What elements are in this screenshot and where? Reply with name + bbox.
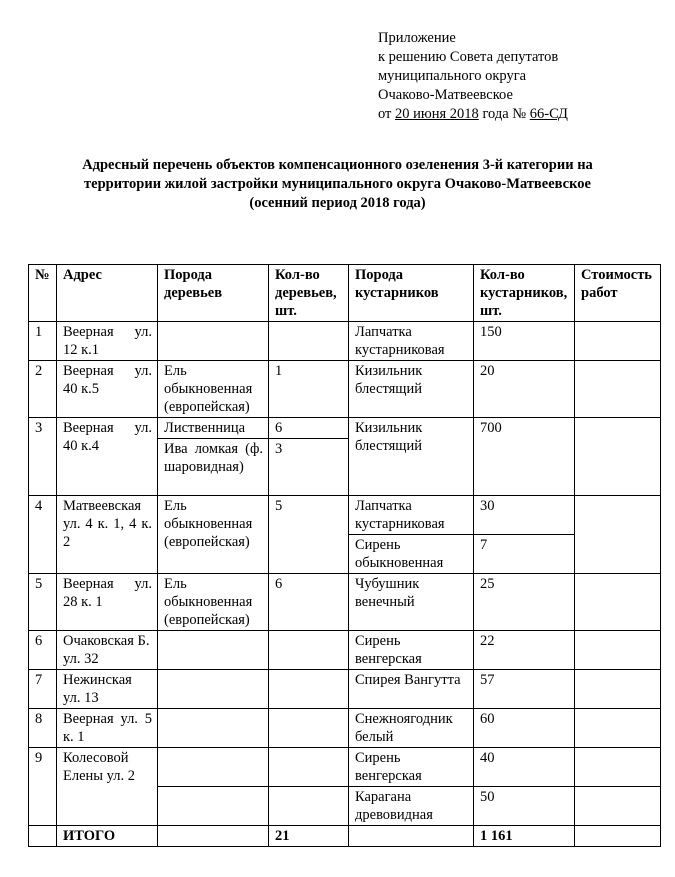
decision-date: 20 июня 2018: [395, 106, 479, 122]
title-line: территории жилой застройки муниципального округа Очаково-Матвеевское: [84, 176, 591, 192]
table-row: [29, 670, 661, 709]
header-tree-count: Кол-во деревьев, шт.: [269, 265, 349, 322]
cell-shrub-species: Кизильник блестящий: [349, 361, 474, 418]
cell-num: 2: [29, 361, 57, 418]
appendix-line: Очаково-Матвеевское: [378, 87, 513, 103]
appendix-date-line: [378, 105, 568, 124]
cell-address: Очаковская Б. ул. 32: [57, 631, 158, 670]
cell-tree-species: Ива ломкая (ф. шаровидная): [158, 439, 269, 496]
cell-tree-species: [158, 322, 269, 361]
appendix-line: муниципального округа: [378, 68, 527, 84]
cell-shrub-species: Карагана древовидная: [349, 787, 474, 826]
cell-tree-species: [158, 709, 269, 748]
cell-tree-count: 3: [269, 439, 349, 496]
total-tree-count: 21: [269, 826, 349, 847]
cell-shrub-count: 30: [474, 496, 575, 535]
document-title: [0, 156, 675, 213]
cell-tree-species: [158, 748, 269, 787]
cell-cost: [575, 709, 661, 748]
header-num: №: [29, 265, 57, 322]
cell-cost: [575, 418, 661, 496]
cell-tree-species: Ель обыкновенная (европейская): [158, 361, 269, 418]
cell-tree-count: 6: [269, 418, 349, 439]
cell-cost: [575, 361, 661, 418]
header-shrub-count: Кол-во кустарников, шт.: [474, 265, 575, 322]
table-row: [29, 574, 661, 631]
cell-shrub-count: 40: [474, 748, 575, 787]
cell-shrub-count: 57: [474, 670, 575, 709]
cell-address: Веерная ул. 5 к. 1: [57, 709, 158, 748]
decision-number: 66-СД: [529, 106, 568, 122]
cell-tree-count: 6: [269, 574, 349, 631]
table-total-row: [29, 826, 661, 847]
cell-tree-species: [158, 631, 269, 670]
total-shrub-species-cell: [349, 826, 474, 847]
cell-address: Веерная ул. 12 к.1: [57, 322, 158, 361]
table-row: [29, 418, 661, 439]
header-cost: Стоимость работ: [575, 265, 661, 322]
title-line: Адресный перечень объектов компенсационного озеленения 3-й категории на: [82, 157, 593, 173]
table-row: [29, 322, 661, 361]
cell-shrub-species: Снежноягодник белый: [349, 709, 474, 748]
appendix-line: к решению Совета депутатов: [378, 49, 559, 65]
planting-table: [28, 264, 661, 847]
cell-shrub-count: 150: [474, 322, 575, 361]
cell-shrub-species: Кизильник блестящий: [349, 418, 474, 496]
table-row: [29, 709, 661, 748]
cell-cost: [575, 496, 661, 574]
cell-shrub-count: 60: [474, 709, 575, 748]
cell-tree-count: [269, 748, 349, 787]
cell-num: 6: [29, 631, 57, 670]
cell-shrub-species: Спирея Вангутта: [349, 670, 474, 709]
cell-shrub-count: 20: [474, 361, 575, 418]
cell-address: Веерная ул. 40 к.4: [57, 418, 158, 496]
cell-num: 8: [29, 709, 57, 748]
header-shrub-species: Порода кустарников: [349, 265, 474, 322]
cell-shrub-species: Сирень венгерская: [349, 631, 474, 670]
cell-cost: [575, 748, 661, 787]
cell-shrub-count: 7: [474, 535, 575, 574]
cell-num: 4: [29, 496, 57, 574]
cell-shrub-species: Чубушник венечный: [349, 574, 474, 631]
cell-shrub-species: Сирень венгерская: [349, 748, 474, 787]
cell-address: Матвеевская ул. 4 к. 1, 4 к. 2: [57, 496, 158, 574]
total-tree-species-cell: [158, 826, 269, 847]
cell-shrub-species: Лапчатка кустарниковая: [349, 496, 474, 535]
cell-cost: [575, 670, 661, 709]
header-tree-species: Порода деревьев: [158, 265, 269, 322]
cell-shrub-count: 25: [474, 574, 575, 631]
date-prefix: от: [378, 106, 396, 122]
cell-tree-species: [158, 670, 269, 709]
cell-tree-species: Ель обыкновенная (европейская): [158, 574, 269, 631]
table-row: [29, 496, 661, 535]
cell-tree-count: 1: [269, 361, 349, 418]
table-header-row: [29, 265, 661, 322]
total-label: ИТОГО: [57, 826, 158, 847]
cell-tree-count: [269, 709, 349, 748]
header-address: Адрес: [57, 265, 158, 322]
table-row: [29, 748, 661, 787]
cell-num: 7: [29, 670, 57, 709]
cell-num: 5: [29, 574, 57, 631]
cell-cost: [575, 574, 661, 631]
total-num-cell: [29, 826, 57, 847]
cell-num: 9: [29, 748, 57, 826]
cell-shrub-species: Сирень обыкновенная: [349, 535, 474, 574]
cell-tree-species: [158, 787, 269, 826]
cell-tree-count: [269, 670, 349, 709]
cell-address: Веерная ул. 40 к.5: [57, 361, 158, 418]
table-row: [29, 631, 661, 670]
cell-tree-species: Лиственница: [158, 418, 269, 439]
cell-shrub-species: Лапчатка кустарниковая: [349, 322, 474, 361]
cell-shrub-count: 22: [474, 631, 575, 670]
title-line: (осенний период 2018 года): [249, 195, 426, 211]
appendix-line: Приложение: [378, 30, 456, 46]
total-shrub-count: 1 161: [474, 826, 575, 847]
cell-address: Нежинская ул. 13: [57, 670, 158, 709]
cell-tree-species: Ель обыкновенная (европейская): [158, 496, 269, 574]
cell-tree-count: [269, 322, 349, 361]
cell-tree-count: [269, 787, 349, 826]
cell-tree-count: [269, 631, 349, 670]
cell-cost: [575, 631, 661, 670]
cell-tree-count: 5: [269, 496, 349, 574]
cell-address: Колесовой Елены ул. 2: [57, 748, 158, 826]
appendix-block: [378, 29, 568, 124]
cell-shrub-count: 700: [474, 418, 575, 496]
cell-shrub-count: 50: [474, 787, 575, 826]
cell-num: 1: [29, 322, 57, 361]
cell-num: 3: [29, 418, 57, 496]
cell-address: Веерная ул. 28 к. 1: [57, 574, 158, 631]
cell-cost: [575, 322, 661, 361]
date-mid: года №: [478, 106, 530, 122]
cell-cost: [575, 787, 661, 826]
total-cost-cell: [575, 826, 661, 847]
table-row: [29, 361, 661, 418]
